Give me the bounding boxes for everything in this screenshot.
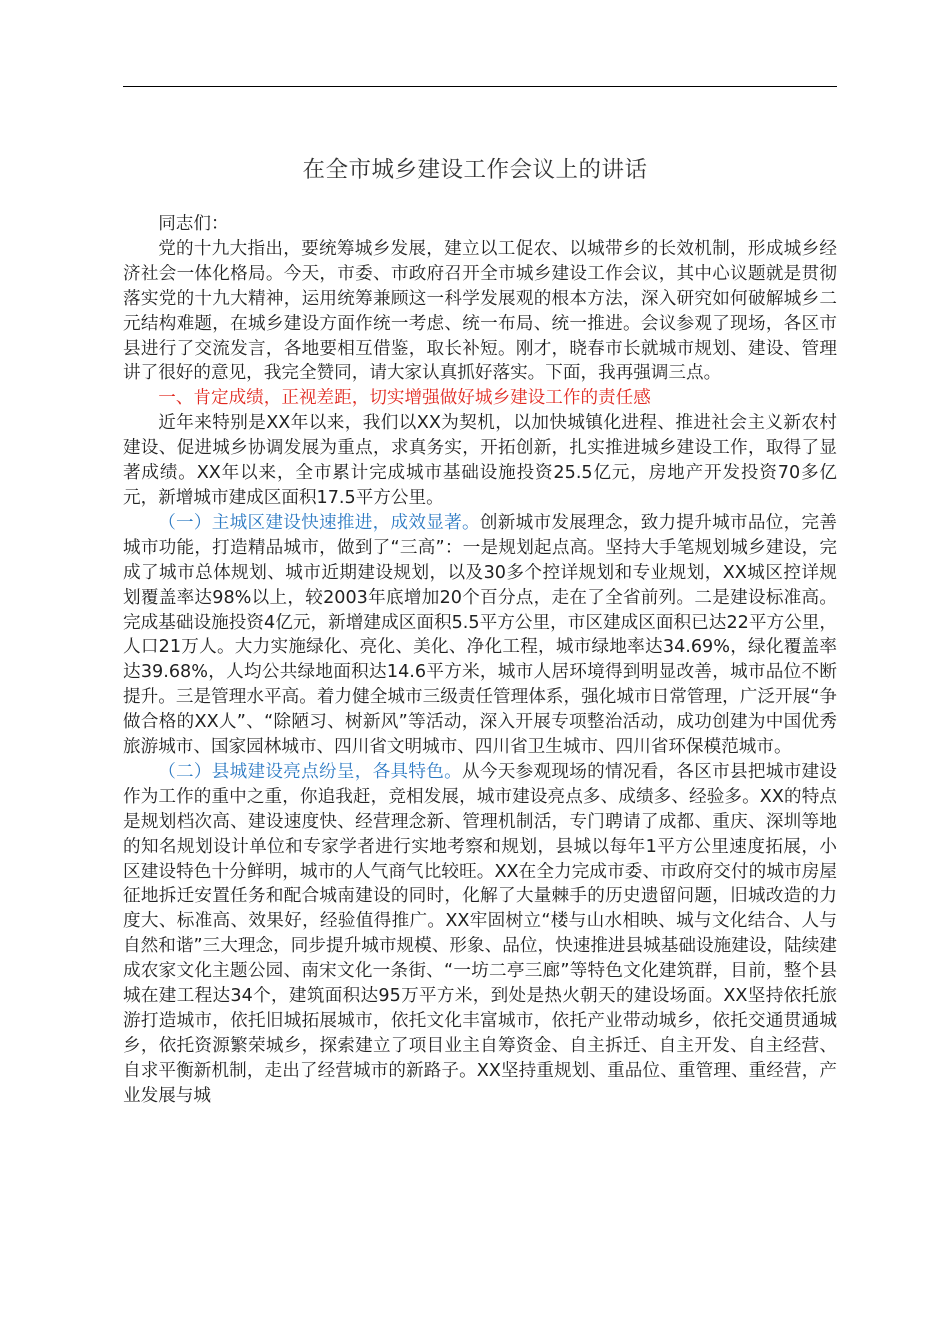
paragraph-subsection-2 bbox=[123, 760, 837, 1109]
document-body bbox=[123, 212, 837, 1109]
paragraph-intro: 党的十九大指出，要统筹城乡发展，建立以工促农、以城带乡的长效机制，形成城乡经济社会一体化格局。今天，市委、市政府召开全市城乡建设工作会议，其中心议题就是贯彻落实党的十九大精神，运用统筹兼顾这一科学发展观的根本方法，深入研究如何破解城乡二元结构难题，在城乡建设方面作统一考虑、统一布局、统一推进。会议参观了现场，各区市县进行了交流发言，各地要相互借鉴，取长补短。刚才，晓春市长就城市规划、建设、管理讲了很好的意见，我完全赞同，请大家认真抓好落实。下面，我再强调三点。 bbox=[123, 238, 837, 384]
paragraph-achievements: 近年来特别是XX年以来，我们以XX为契机，以加快城镇化进程、推进社会主义新农村建设、促进城乡协调发展为重点，求真务实，开拓创新，扎实推进城乡建设工作，取得了显著成绩。XX年以来，全市累计完成城市基础设施投资25.5亿元，房地产开发投资70多亿元，新增城市建成区面积17.5平方公里。 bbox=[123, 413, 837, 508]
paragraph-subsection-1 bbox=[123, 511, 837, 760]
header-rule bbox=[123, 86, 837, 87]
section-heading-1: 一、肯定成绩，正视差距，切实增强做好城乡建设工作的责任感 bbox=[158, 388, 651, 409]
subsection-text-2: 从今天参观现场的情况看，各区市县把城市建设作为工作的重中之重，你追我赶，竞相发展，城市建设亮点多、成绩多、经验多。XX的特点是规划档次高、建设速度快、经营理念新、管理机制活，专门聘请了成都、重庆、深圳等地的知名规划设计单位和专家学者进行实地考察和规划，县城以每年1平方公里速度拓展，小区建设特色十分鲜明，城市的人气商气比较旺。XX在全力完成市委、市政府交付的城市房屋征地拆迁安置任务和配合城南建设的同时，化解了大量棘手的历史遗留问题，旧城改造的力度大、标准高、效果好，经验值得推广。XX牢固树立“楼与山水相映、城与文化结合、人与自然和谐”三大理念，同步提升城市规模、形象、品位，快速推进县城基础设施建设，陆续建成农家文化主题公园、南宋文化一条街、“一坊二亭三廊”等特色文化建筑群，目前，整个县城在建工程达34个，建筑面积达95万平方米，到处是热火朝天的建设场面。XX坚持依托旅游打造城市，依托旧城拓展城市，依托文化丰富城市，依托产业带动城乡，依托交通贯通城乡，依托资源繁荣城乡，探索建立了项目业主自筹资金、自主拆迁、自主开发、自主经营、自求平衡新机制，走出了经营城市的新路子。XX坚持重规划、重品位、重管理、重经营，产业发展与城 bbox=[123, 761, 837, 1106]
subsection-heading-2: （二）县城建设亮点纷呈，各具特色。 bbox=[158, 761, 462, 782]
subsection-heading-1: （一）主城区建设快速推进，成效显著。 bbox=[158, 512, 480, 533]
page-title: 在全市城乡建设工作会议上的讲话 bbox=[302, 157, 648, 183]
greeting: 同志们： bbox=[158, 214, 229, 234]
subsection-text-1: 创新城市发展理念，致力提升城市品位，完善城市功能，打造精品城市，做到了“三高”：一是规划起点高。坚持大手笔规划城乡建设，完成了城市总体规划、城市近期建设规划，以及30多个控详规划和专业规划，XX城区控详规划覆盖率达98%以上，较2003年底增加20个百分点，走在了全省前列。二是建设标准高。完成基础设施投资4亿元，新增建成区面积5.5平方公里，市区建成区面积已达22平方公里，人口21万人。大力实施绿化、亮化、美化、净化工程，城市绿地率达34.69%，绿化覆盖率达39.68%，人均公共绿地面积达14.6平方米，城市人居环境得到明显改善，城市品位不断提升。三是管理水平高。着力健全城市三级责任管理体系，强化城市日常管理，广泛开展“争做合格的XX人”、“除陋习、树新风”等活动，深入开展专项整治活动，成功创建为中国优秀旅游城市、国家园林城市、四川省文明城市、四川省卫生城市、四川省环保模范城市。 bbox=[123, 512, 837, 758]
